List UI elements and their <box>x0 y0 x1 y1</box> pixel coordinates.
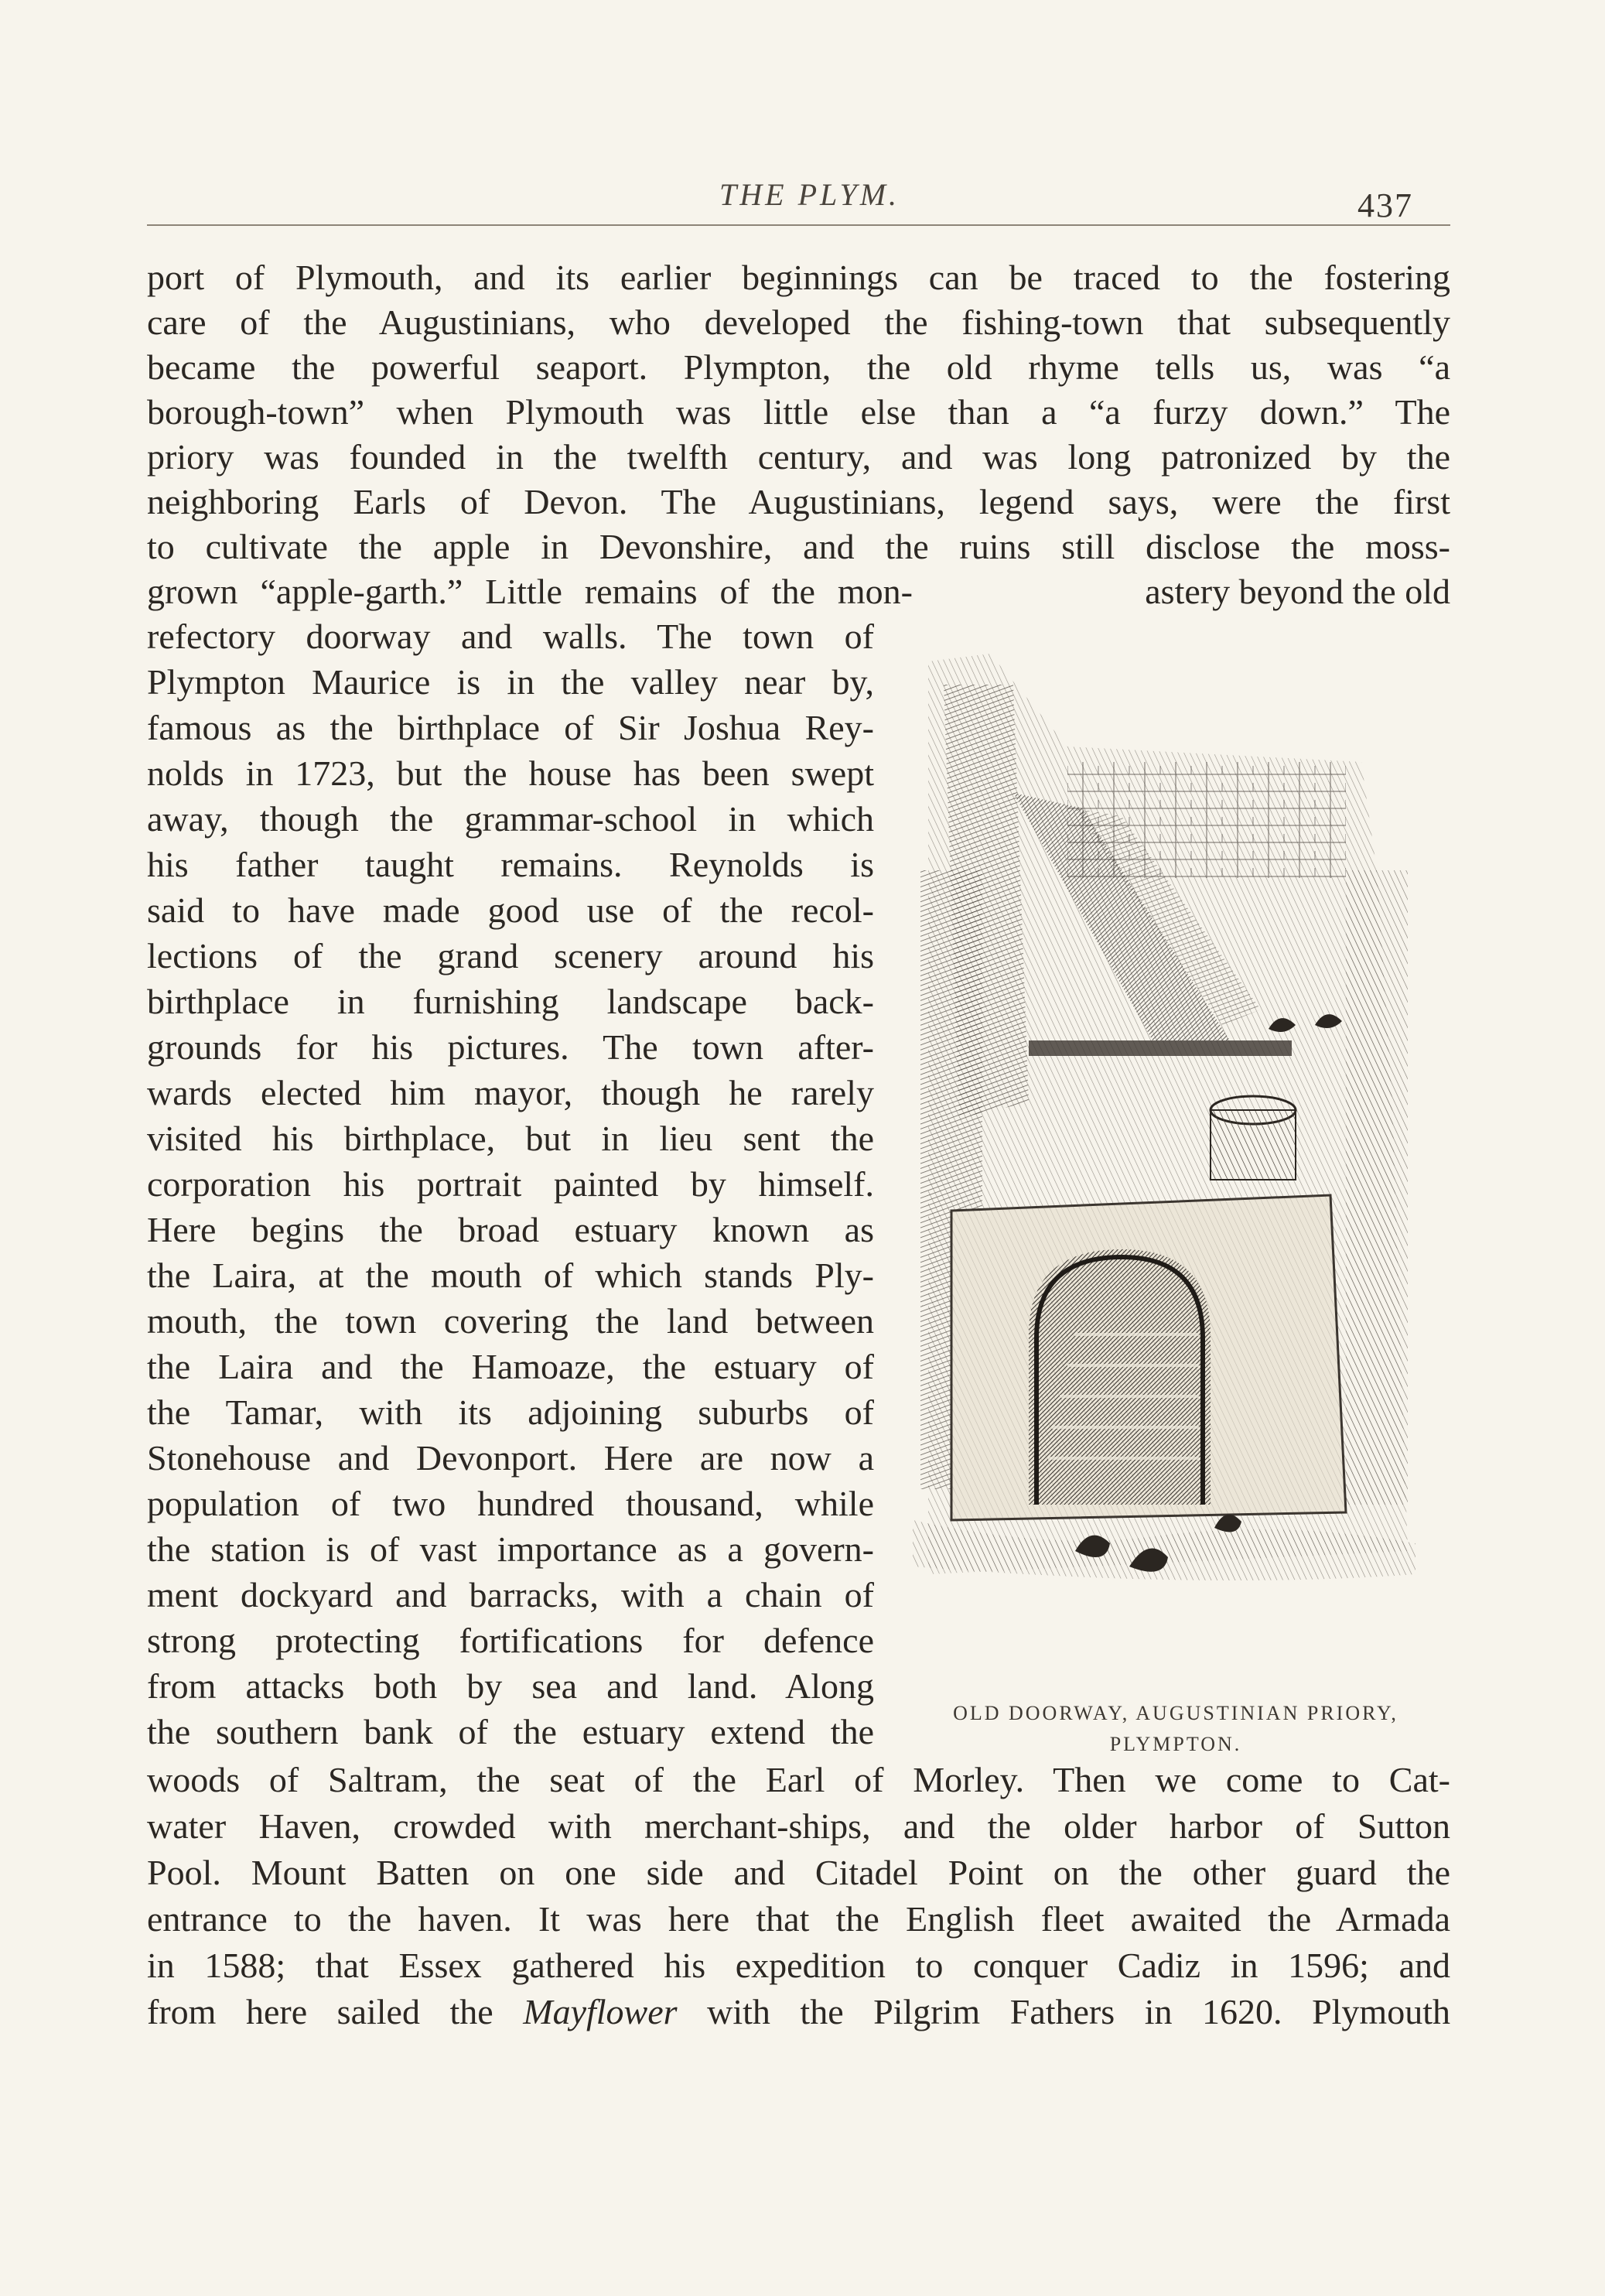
figure-caption-line1: OLD DOORWAY, AUGUSTINIAN PRIORY, <box>953 1702 1398 1724</box>
body-line: the Tamar, with its adjoining suburbs of <box>147 1392 874 1432</box>
body-line: the station is of vast importance as a govern- <box>147 1529 874 1569</box>
body-line: neighboring Earls of Devon. The Augustinians, legend says, were the first <box>147 482 1450 521</box>
body-line: said to have made good use of the recol- <box>147 890 874 930</box>
figure-caption-line2: PLYMPTON. <box>1109 1733 1242 1755</box>
body-line: grounds for his pictures. The town after- <box>147 1027 874 1067</box>
body-line: priory was founded in the twelfth century, and was long patronized by the <box>147 437 1450 477</box>
last-line-before: from here sailed the <box>147 1992 524 2031</box>
body-line: visited his birthplace, but in lieu sent the <box>147 1119 874 1158</box>
body-line: in 1588; that Essex gathered his expedition to conquer Cadiz in 1596; and <box>147 1946 1450 1985</box>
body-line: refectory doorway and walls. The town of <box>147 617 874 656</box>
body-line: strong protecting fortifications for defence <box>147 1621 874 1660</box>
body-line: the southern bank of the estuary extend the <box>147 1712 874 1751</box>
ship-name: Mayflower <box>523 1992 678 2031</box>
body-line: Pool. Mount Batten on one side and Citadel Point on the other guard the <box>147 1853 1450 1892</box>
body-line: care of the Augustinians, who developed the fishing-town that subsequently <box>147 302 1450 342</box>
body-line: port of Plymouth, and its earlier beginnings can be traced to the fostering <box>147 258 1450 297</box>
engraving-old-doorway <box>897 638 1431 1683</box>
body-line-split-right: astery beyond the old <box>1145 572 1450 611</box>
engraving-drawing <box>897 638 1431 1683</box>
body-line: mouth, the town covering the land between <box>147 1301 874 1341</box>
body-line-split-left: grown “apple-garth.” Little remains of the mon- <box>147 572 913 611</box>
body-line: became the powerful seaport. Plympton, the old rhyme tells us, was “a <box>147 347 1450 387</box>
body-line: nolds in 1723, but the house has been swept <box>147 753 874 793</box>
body-line: corporation his portrait painted by himself. <box>147 1164 874 1204</box>
body-line: birthplace in furnishing landscape back- <box>147 982 874 1021</box>
body-line: Stonehouse and Devonport. Here are now a <box>147 1438 874 1478</box>
body-line: his father taught remains. Reynolds is <box>147 845 874 884</box>
last-line-after: with the Pilgrim Fathers in 1620. Plymouth <box>677 1992 1450 2031</box>
body-line: to cultivate the apple in Devonshire, and the ruins still disclose the moss- <box>147 527 1450 566</box>
body-line: famous as the birthplace of Sir Joshua Rey- <box>147 708 874 747</box>
body-line: entrance to the haven. It was here that the English fleet awaited the Armada <box>147 1899 1450 1939</box>
body-line: water Haven, crowded with merchant-ships, and the older harbor of Sutton <box>147 1806 1450 1846</box>
body-line: the Laira, at the mouth of which stands Ply- <box>147 1256 874 1295</box>
body-line: Plympton Maurice is in the valley near by, <box>147 662 874 702</box>
page-number: 437 <box>1357 186 1413 224</box>
running-title: THE PLYM. <box>719 177 900 212</box>
body-line: away, though the grammar-school in which <box>147 799 874 839</box>
body-line: population of two hundred thousand, while <box>147 1484 874 1523</box>
body-line: borough-town” when Plymouth was little else than a “a furzy down.” The <box>147 392 1450 432</box>
body-line: lections of the grand scenery around his <box>147 936 874 975</box>
header-rule <box>147 224 1450 226</box>
body-line: woods of Saltram, the seat of the Earl of Morley. Then we come to Cat- <box>147 1760 1450 1799</box>
body-line-last <box>147 1990 1450 2035</box>
body-line: the Laira and the Hamoaze, the estuary of <box>147 1347 874 1386</box>
body-line: wards elected him mayor, though he rarely <box>147 1073 874 1112</box>
body-line: Here begins the broad estuary known as <box>147 1210 874 1249</box>
body-line: from attacks both by sea and land. Along <box>147 1666 874 1706</box>
body-line: ment dockyard and barracks, with a chain of <box>147 1575 874 1614</box>
